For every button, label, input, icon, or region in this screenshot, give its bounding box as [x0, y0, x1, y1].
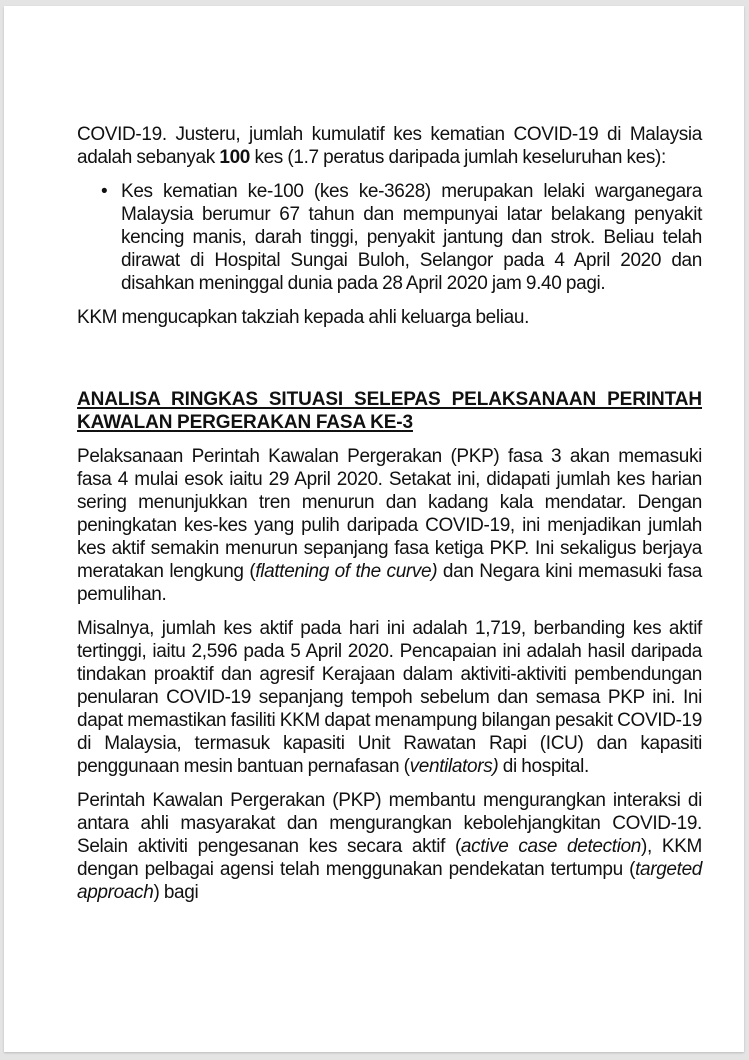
paragraph-text: ), KKM dengan pelbagai agensi telah menggunakan pendekatan tertumpu (	[77, 836, 702, 880]
paragraph-phase-summary	[77, 445, 702, 606]
paragraph-active-cases	[77, 617, 702, 778]
italic-term: active case detection	[460, 836, 642, 857]
intro-text-end: kes (1.7 peratus daripada jumlah keseluruhan kes):	[250, 147, 666, 168]
bullet-icon: •	[101, 181, 108, 202]
paragraph-text: Misalnya, jumlah kes aktif pada hari ini adalah 1,719, berbanding kes aktif tertinggi, iaitu 2,596 pada 5 April 2020. Pencapaian ini adalah hasil daripada tindakan proaktif dan agresif Kerajaan dalam aktiviti-aktiviti pembendungan penularan COVID-19 sepanjang tempoh sebelum dan semasa PKP ini. Ini dapat memastikan fasiliti KKM dapat menampung bilangan pesakit COVID-19 di Malaysia, termasuk kapasiti Unit Rawatan Rapi (ICU) dan kapasiti penggunaan mesin bantuan pernafasan (	[77, 618, 702, 777]
paragraph-text: dan Negara kini memasuki fasa pemulihan.	[77, 561, 702, 605]
paragraph-text: ) bagi	[153, 882, 199, 903]
italic-term: targeted approach	[77, 859, 702, 903]
paragraph-text: Perintah Kawalan Pergerakan (PKP) membantu mengurangkan interaksi di antara ahli masyarakat dan mengurangkan kebolehjangkitan COVID-19. Selain aktiviti pengesanan kes secara aktif (	[77, 790, 702, 857]
paragraph-text: di hospital.	[498, 756, 589, 777]
condolence-paragraph: KKM mengucapkan takziah kepada ahli keluarga beliau.	[77, 307, 529, 328]
document-page	[4, 6, 744, 1052]
bullet-text: Kes kematian ke-100 (kes ke-3628) merupakan lelaki warganegara Malaysia berumur 67 tahun dan mempunyai latar belakang penyakit kencing manis, darah tinggi, penyakit jantung dan strok. Beliau telah dirawat di Hospital Sungai Buloh, Selangor pada 4 April 2020 dan disahkan meninggal dunia pada 28 April 2020 jam 9.40 pagi.	[121, 181, 702, 294]
document-body	[77, 123, 702, 915]
death-case-list	[77, 180, 702, 295]
list-item	[77, 180, 702, 295]
italic-term: ventilators)	[409, 756, 499, 777]
paragraph-text: Pelaksanaan Perintah Kawalan Pergerakan (PKP) fasa 3 akan memasuki fasa 4 mulai esok iaitu 29 April 2020. Setakat ini, didapati jumlah kes harian sering menunjukkan tren menurun dan kadang kala mendatar. Dengan peningkatan kes-kes yang pulih daripada COVID-19, ini menjadikan jumlah kes aktif semakin menurun sepanjang fasa ketiga PKP. Ini sekaligus berjaya meratakan lengkung (	[77, 446, 702, 582]
italic-term: flattening of the curve)	[255, 561, 438, 582]
death-count: 100	[219, 147, 251, 168]
intro-paragraph	[77, 123, 702, 169]
intro-text: COVID-19. Justeru, jumlah kumulatif kes kematian COVID-19 di Malaysia adalah sebanyak	[77, 124, 702, 168]
paragraph-pkp-impact	[77, 789, 702, 904]
section-heading: ANALISA RINGKAS SITUASI SELEPAS PELAKSANAAN PERINTAH KAWALAN PERGERAKAN FASA KE-3	[77, 389, 702, 433]
